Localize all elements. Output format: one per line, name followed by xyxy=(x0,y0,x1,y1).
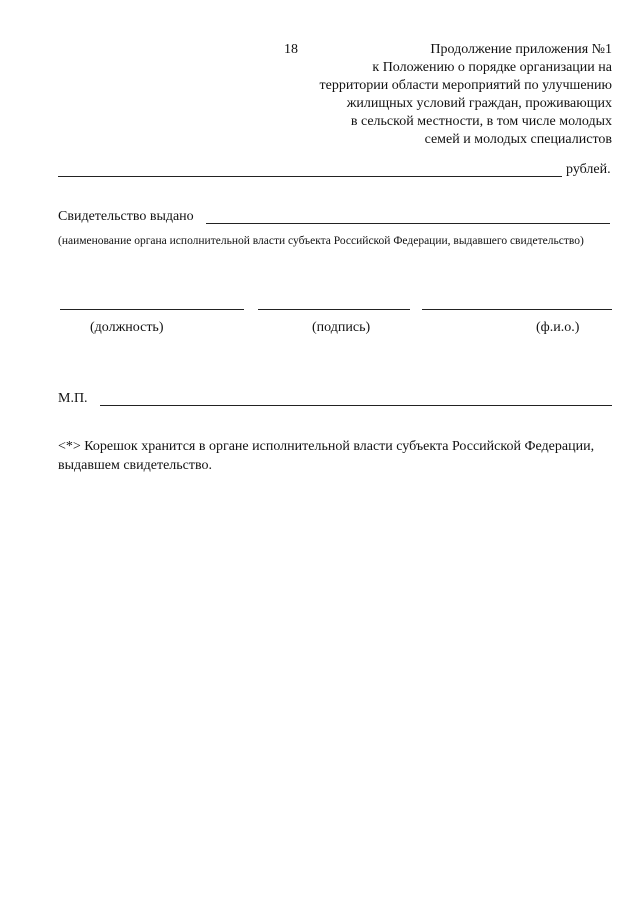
appendix-header xyxy=(250,41,612,149)
header-line: в сельской местности, в том числе молодых xyxy=(350,114,612,129)
stamp-blank-line xyxy=(100,405,612,406)
amount-unit-label: рублей. xyxy=(566,162,611,177)
header-line: к Положению о порядке организации на xyxy=(372,60,612,75)
signature-blank-line xyxy=(258,309,410,310)
header-line: жилищных условий граждан, проживающих xyxy=(346,96,612,111)
issued-by-blank-line xyxy=(206,223,610,224)
footnote: <*> Корешок хранится в органе исполнительной власти субъекта Российской Федерации, выдавшем свидетельство. xyxy=(58,439,595,473)
stamp-place-label: М.П. xyxy=(58,391,88,406)
position-caption: (должность) xyxy=(90,320,164,335)
issued-by-label: Свидетельство выдано xyxy=(58,209,194,224)
page-number: 18 xyxy=(284,42,298,57)
header-line: Продолжение приложения №1 xyxy=(430,42,612,57)
header-line: территории области мероприятий по улучшению xyxy=(319,78,612,93)
amount-blank-line xyxy=(58,176,562,177)
full-name-caption: (ф.и.о.) xyxy=(536,320,580,335)
full-name-blank-line xyxy=(422,309,612,310)
header-line: семей и молодых специалистов xyxy=(424,132,612,147)
signature-caption: (подпись) xyxy=(312,320,371,335)
issued-by-note: (наименование органа исполнительной власти субъекта Российской Федерации, выдавшего свидетельство) xyxy=(58,235,584,247)
position-blank-line xyxy=(60,309,244,310)
